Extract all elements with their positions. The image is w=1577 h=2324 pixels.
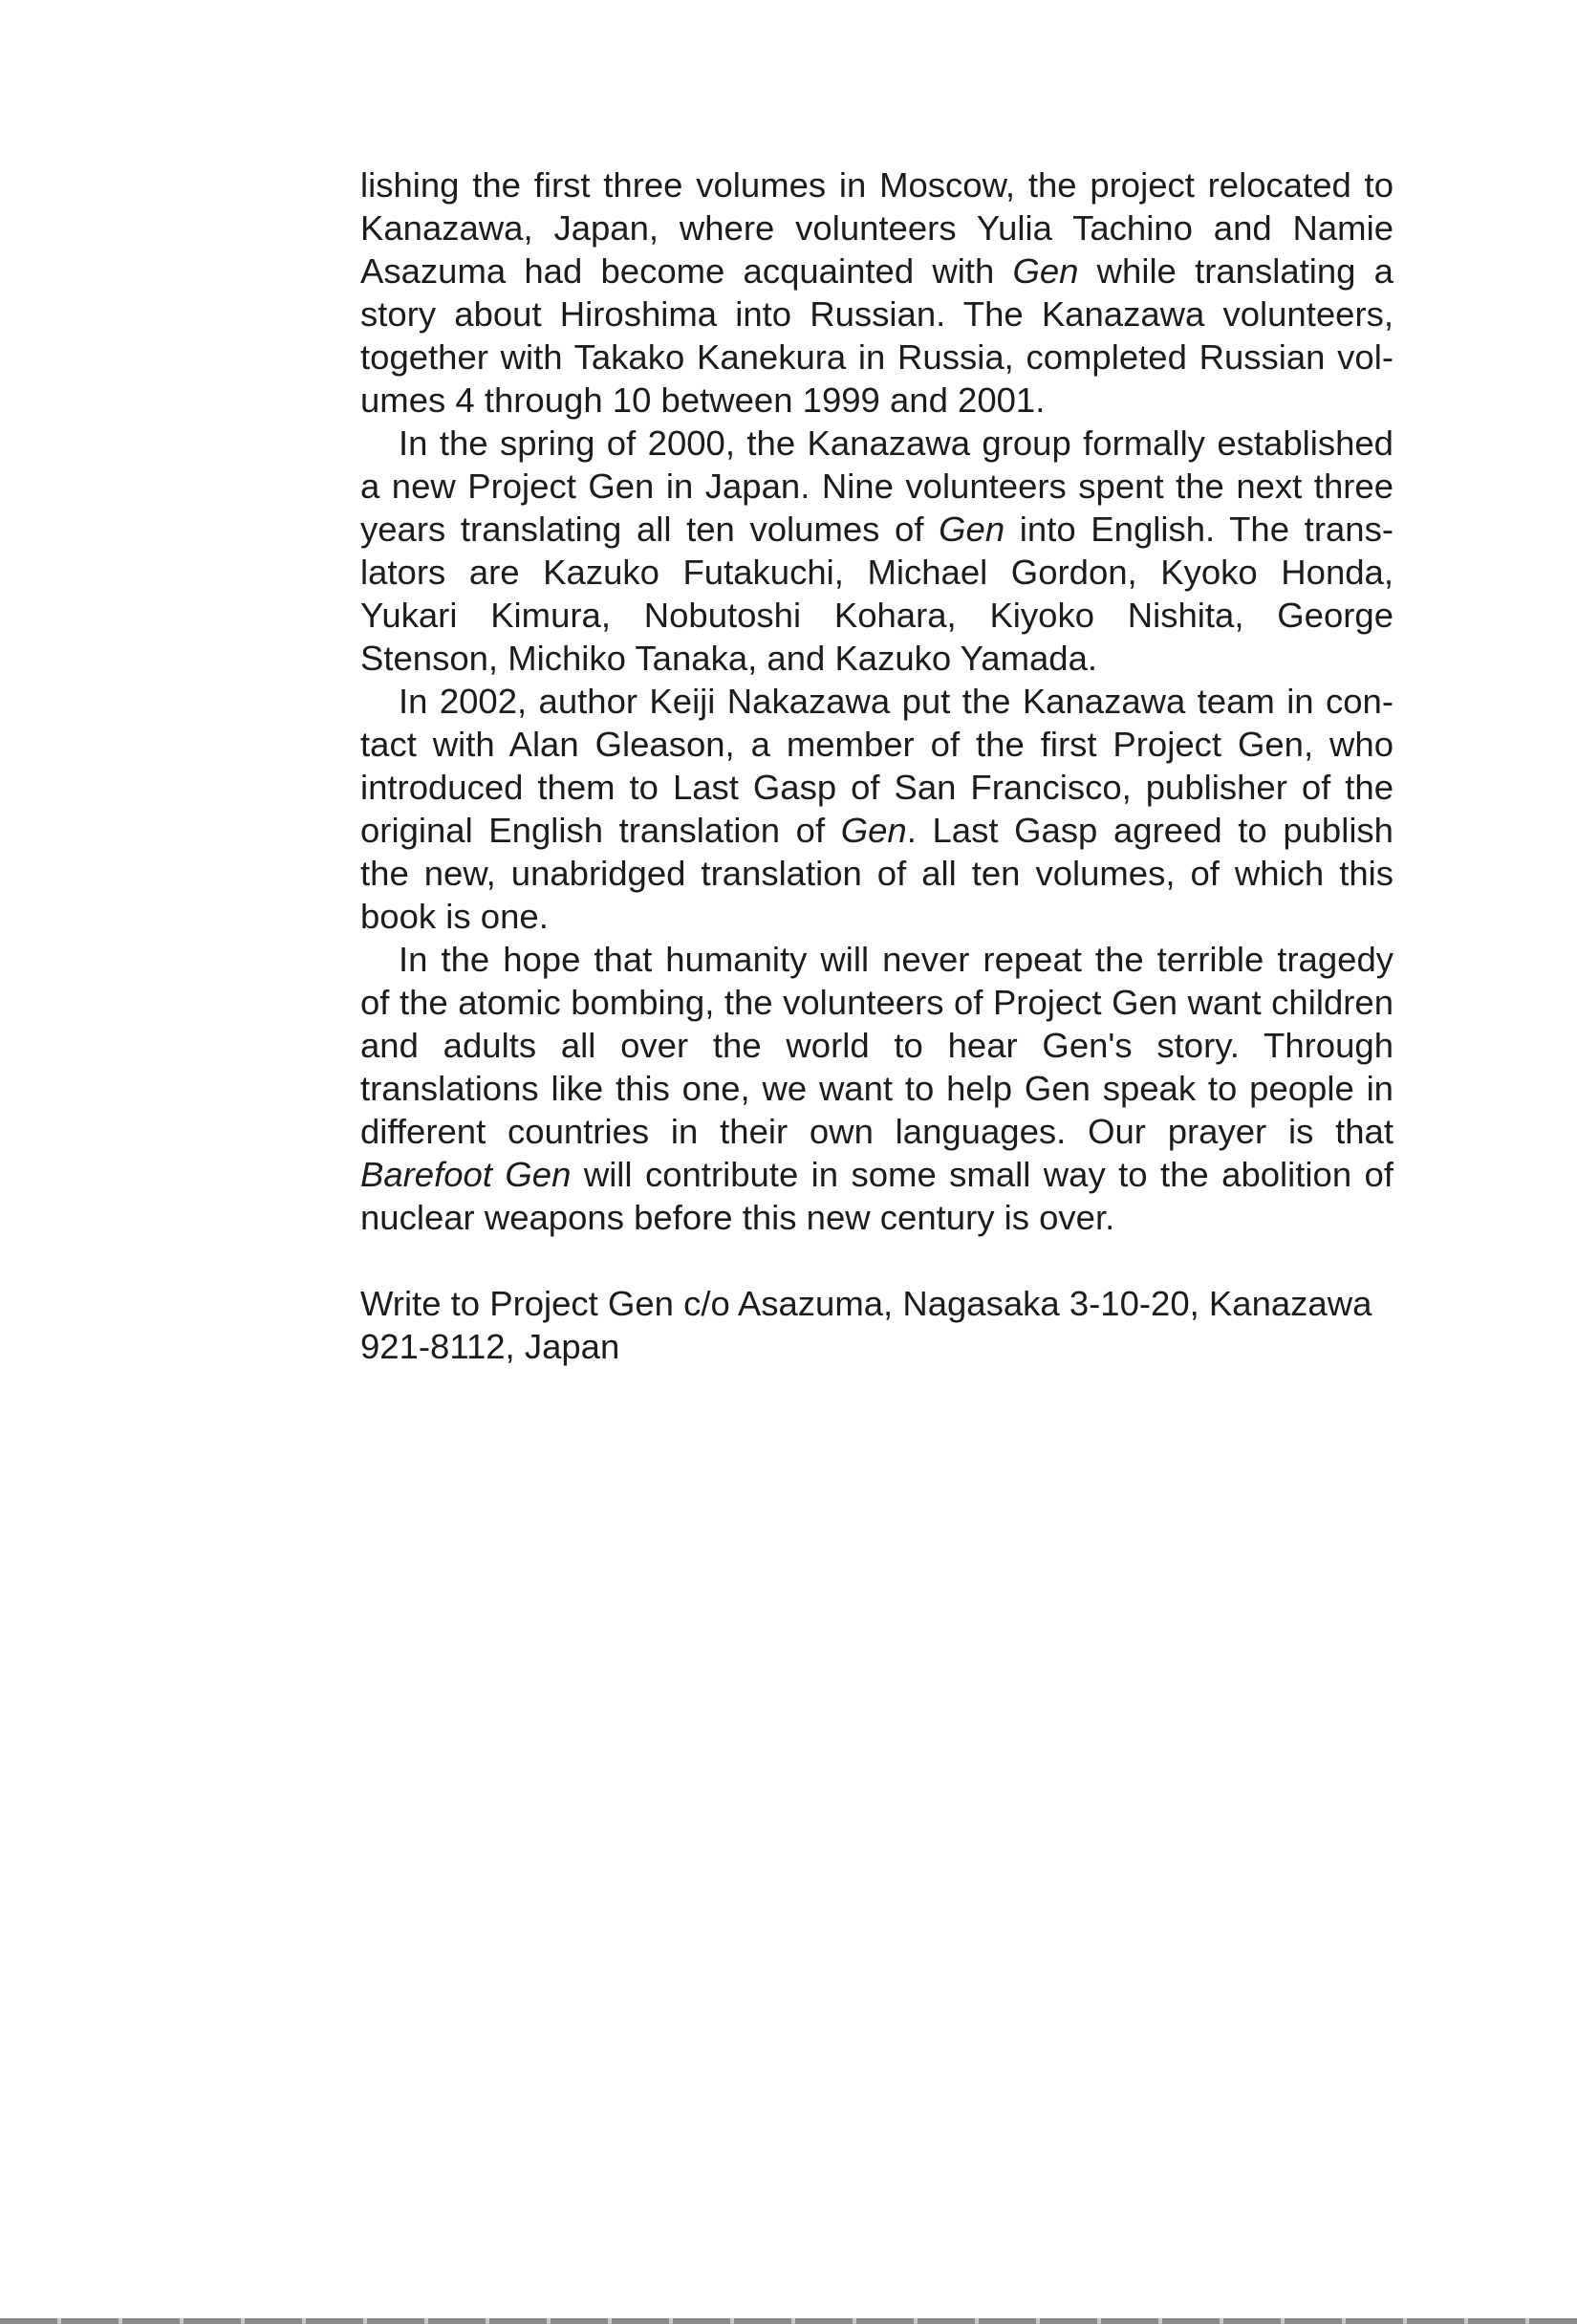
paragraph-3-text: In 2002, author Keiji Nakazawa put the Kanazawa team in contact with Alan Gleason, a member of the first Project Gen, who introduced them to Last Gasp of San Francisco, publisher of the original English translation of xyxy=(360,682,1393,850)
barefoot-gen-title: Barefoot Gen xyxy=(360,1155,572,1194)
paragraph-4-text-cont: will contribute in some small way to the abolition of nuclear weapons before this new century is over. xyxy=(360,1155,1393,1237)
page-bottom-edge xyxy=(0,2318,1577,2324)
paragraph-4 xyxy=(360,938,1393,1239)
paragraph-2-text: In the spring of 2000, the Kanazawa group formally established a new Project Gen in Japan. Nine volunteers spent the next three years translating all ten volumes of xyxy=(360,424,1393,549)
gen-title-2: Gen xyxy=(939,510,1005,549)
gen-title-1: Gen xyxy=(1012,251,1079,291)
mailing-address xyxy=(360,1282,1393,1368)
body-text xyxy=(360,163,1393,1368)
paragraph-1-text-cont: while translating a story about Hiroshima into Russian. The Kanazawa volunteers, together with Takako Kanekura in Russia, completed Russian volumes 4 through 10 between 1999 and 2001. xyxy=(360,251,1393,420)
paragraph-2-text-cont: into English. The translators are Kazuko Futakuchi, Michael Gordon, Kyoko Honda, Yukari Kimura, Nobutoshi Kohara, Kiyoko Nishita, George Stenson, Michiko Tanaka, and Kazuko Yamada. xyxy=(360,510,1393,678)
gen-title-3: Gen xyxy=(840,811,907,850)
paragraph-4-text: In the hope that humanity will never repeat the terrible tragedy of the atomic bombing, the volunteers of Project Gen want children and adults all over the world to hear Gen's story. Through translations like this one, we want to help Gen speak to people in different countries in their own languages. Our prayer is that xyxy=(360,940,1393,1151)
address-line-2: 921-8112, Japan xyxy=(360,1327,620,1366)
address-line-1: Write to Project Gen c/o Asazuma, Nagasaka 3-10-20, Kanazawa xyxy=(360,1284,1372,1323)
paragraph-1-text: lishing the first three volumes in Moscow, the project relocated to Kanazawa, Japan, where volunteers Yulia Tachino and Namie Asazuma had become acquainted with xyxy=(360,165,1393,291)
paragraph-2 xyxy=(360,422,1393,680)
paragraph-3 xyxy=(360,680,1393,938)
paragraph-3-text-cont: . Last Gasp agreed to publish the new, unabridged translation of all ten volumes, of which this book is one. xyxy=(360,811,1393,936)
paragraph-1 xyxy=(360,163,1393,422)
